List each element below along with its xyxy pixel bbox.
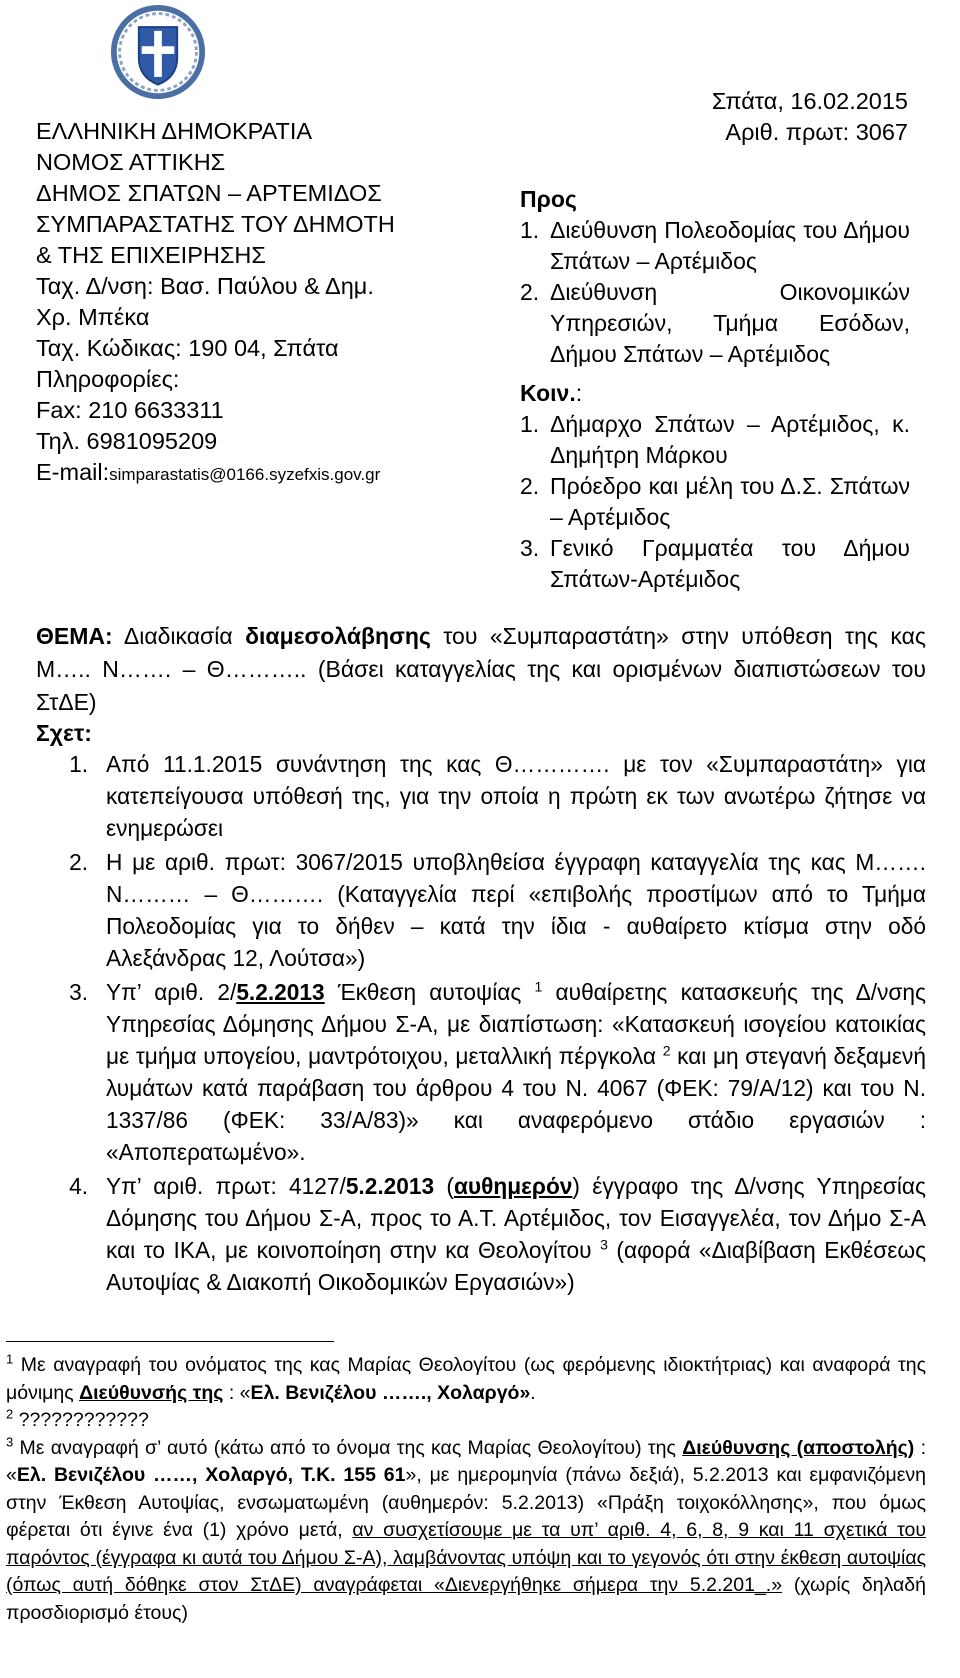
date-protocol-block (712, 86, 908, 148)
cc-colon: : (575, 380, 583, 406)
report-date: 5.2.2013 (236, 979, 325, 1005)
issuer-line: Fax: 210 6633311 (36, 397, 224, 423)
footnote-ref: 1 (534, 978, 543, 995)
subject-label: ΘΕΜΑ: (36, 623, 113, 649)
item-text: Δήμαρχο Σπάτων – Αρτέμιδος, κ. Δημήτρη Μάρκου (550, 411, 910, 468)
footnote-number: 1 (6, 1351, 14, 1367)
issuer-line: ΔΗΜΟΣ ΣΠΑΤΩΝ – ΑΡΤΕΜΙΔΟΣ (36, 180, 382, 206)
item-text: Η με αριθ. πρωτ: 3067/2015 υποβληθείσα έγγραφη καταγγελία της κας Μ……. Ν……… – Θ………. (Καταγγελία περί «επιβολής προστίμων από το Τμήμα Πολεοδομίας για το δήθεν – κατά την ίδια - αυθαίρετο κτίσμα στην οδό Αλεξάνδρας 12, Λούτσα») (106, 849, 926, 971)
list-item (520, 471, 910, 533)
footnote-number: 3 (6, 1434, 14, 1449)
footnote-divider (6, 1341, 334, 1342)
item-text: Γενικό Γραμματέα του Δήμου Σπάτων-Αρτέμιδος (550, 535, 910, 592)
item-text: Από 11.1.2015 συνάντηση της κας Θ…………. με τον «Συμπαραστάτη» για κατεπείγουσα υπόθεσή της, για την οποία η πρώτη εκ των ανωτέρω ζήτησε να ενημερώσει (106, 751, 926, 841)
issuer-line: Χρ. Μπέκα (36, 304, 150, 330)
references-list (36, 748, 926, 1300)
footnote-number: 2 (6, 1406, 14, 1422)
email-line (36, 457, 456, 490)
subject-text: του «Συμπαραστάτη» στην υπόθεση της κας Μ….. Ν……. – Θ……….. (Βάσει καταγγελίας της και ορισμένων διαπιστώσεων του ΣτΔΕ) (36, 623, 926, 715)
item-number: 2. (69, 849, 88, 875)
reference-item (36, 748, 926, 844)
list-item (520, 533, 910, 595)
footnotes (6, 1352, 926, 1627)
footnote: $^2$ ???????????? (6, 1406, 149, 1431)
issuer-line: ΝΟΜΟΣ ΑΤΤΙΚΗΣ (36, 149, 226, 175)
email-address: simparastatis@0166.syzefxis.gov.gr (109, 465, 381, 484)
footnote-ref: 2 (662, 1042, 671, 1059)
recipients-list (520, 215, 910, 370)
issuer-line: ΕΛΛΗΝΙΚΗ ΔΗΜΟΚΡΑΤΙΑ (36, 118, 313, 144)
reference-item (36, 846, 926, 974)
item-number: 1. (520, 217, 540, 243)
item-text: Διεύθυνση Οικονομικών Υπηρεσιών, Τμήμα Εσόδων, Δήμου Σπάτων – Αρτέμιδος (550, 279, 910, 367)
item-number: 1. (520, 411, 540, 437)
item-number: 4. (69, 1173, 88, 1199)
subject-text: Διαδικασία (112, 623, 246, 649)
cc-label: Κοιν. (520, 380, 576, 406)
item-number: 2. (520, 473, 540, 499)
recipients-title: Προς (520, 186, 577, 212)
item-number: 3. (520, 535, 540, 561)
document-date: Σπάτα, 16.02.2015 (711, 88, 908, 114)
item-text: Υπ’ αριθ. 2/5.2.2013 Έκθεση αυτοψίας $^1$ αυθαίρετης κατασκευής της Δ/νσης Υπηρεσίας Δόμησης Δήμου Σ-Α, με διαπίστωση: «Κατασκευή ισογείου κατοικίας με τμήμα υπογείου, μαντρότοιχου, μεταλλική πέργκολα $^2$ και μη στεγανή δεξαμενή λυμάτων κατά παράβαση του άρθρου 4 του Ν. 4067 (ΦΕΚ: 79/Α/12) και του Ν. 1337/86 (ΦΕΚ: 33/Α/83)» και αναφερόμενο στάδιο εργασιών : «Αποπερατωμένο». (106, 978, 927, 1165)
document-date: 5.2.2013 (345, 1173, 435, 1199)
footnote: $^1$ Με αναγραφή του ονόματος της κας Μαρίας Θεολογίτου (ως φερόμενης ιδιοκτήτριας) και αναφορά της μόνιμης Διεύθυνσής της : «Ελ. Βενιζέλου ……., Χολαργό». (6, 1351, 926, 1404)
address-label: Διεύθυνσής της (79, 1381, 224, 1404)
footnote: $^3$ Με αναγραφή σ’ αυτό (κάτω από το όνομα της κας Μαρίας Θεολογίτου) της Διεύθυνσης (αποστολής) : «Ελ. Βενιζέλου ……, Χολαργό, Τ.Κ. 155 61», με ημερομηνία (πάνω δεξιά), 5.2.2013 και εμφανιζόμενη στην Έκθεση Αυτοψίας, ενσωματωμένη (αυθημερόν: 5.2.2013) «Πράξη τοιχοκόλλησης», που όμως φέρεται ότι έγινε ένα (1) χρόνο μετά, αν συσχετίσουμε με τα υπ’ αριθ. 4, 6, 8, 9 και 11 σχετικά του παρόντος (έγγραφα κι αυτά του Δήμου Σ-Α), λαμβάνοντας υπόψη και το γεγονός ότι στην έκθεση αυτοψίας (όπως αυτή δόθηκε στον ΣτΔΕ) αναγράφεται «Διενεργήθηκε σήμερα την 5.2.201_.» (χωρίς δηλαδή προσδιορισμό έτους) (6, 1434, 927, 1624)
item-text: Πρόεδρο και μέλη του Δ.Σ. Σπάτων – Αρτέμιδος (550, 473, 910, 530)
subject-bold-term: διαμεσολάβησης (245, 623, 431, 649)
cc-title (520, 378, 910, 409)
item-number: 3. (69, 979, 88, 1005)
greek-coat-of-arms-icon (110, 4, 206, 100)
item-text: Διεύθυνση Πολεοδομίας του Δήμου Σπάτων – Αρτέμιδος (550, 217, 910, 274)
issuer-line: & ΤΗΣ ΕΠΙΧΕΙΡΗΣΗΣ (36, 242, 266, 268)
protocol-number: Αριθ. πρωτ: 3067 (725, 119, 908, 145)
references-title: Σχετ: (36, 720, 92, 746)
underlined-remark: αν συσχετίσουμε με τα υπ’ αριθ. 4, 6, 8, 9 και 11 σχετικά του παρόντος (έγγραφα κι αυτά του Δήμου Σ-Α), λαμβάνοντας υπόψη και το γεγονός ότι στην έκθεση αυτοψίας (όπως αυτή δόθηκε στον ΣτΔΕ) αναγράφεται «Διενεργήθηκε σήμερα την 5.2.201_.» (6, 1519, 927, 1596)
issuer-line: ΣΥΜΠΑΡΑΣΤΑΤΗΣ ΤΟΥ ΔΗΜΟΤΗ (36, 211, 395, 237)
street-address: Ελ. Βενιζέλου ……., Χολαργό» (250, 1381, 531, 1404)
email-label: E-mail: (36, 459, 110, 485)
list-item (520, 215, 910, 277)
subject-paragraph (36, 620, 926, 719)
same-day-term: αυθημερόν (453, 1173, 573, 1199)
list-item (520, 409, 910, 471)
reference-item (36, 1170, 926, 1298)
issuer-block (36, 116, 456, 490)
issuer-line: Ταχ. Δ/νση: Βασ. Παύλου & Δημ. (36, 273, 374, 299)
footnote-ref: 3 (600, 1236, 608, 1253)
item-text: Υπ’ αριθ. πρωτ: 4127/5.2.2013 (αυθημερόν) έγγραφο της Δ/νσης Υπηρεσίας Δόμησης του Δήμου Σ-Α, προς το Α.Τ. Αρτέμιδος, τον Εισαγγελέα, τον Δήμο Σ-Α και το ΙΚΑ, με κοινοποίηση στην κα Θεολογίτου $^3$ (αφορά «Διαβίβαση Εκθέσεως Αυτοψίας & Διακοπή Οικοδομικών Εργασιών») (106, 1173, 927, 1295)
address-label: Διεύθυνσης (αποστολής) (682, 1436, 915, 1459)
list-item (520, 277, 910, 370)
issuer-line: Πληροφορίες: (36, 366, 180, 392)
cc-list (520, 409, 910, 595)
issuer-line: Ταχ. Κώδικας: 190 04, Σπάτα (36, 335, 339, 361)
item-number: 2. (520, 279, 540, 305)
reference-item (36, 976, 926, 1168)
recipients-block (520, 183, 910, 595)
street-address: Ελ. Βενιζέλου ……, Χολαργό, Τ.Κ. 155 61 (16, 1464, 406, 1486)
issuer-line: Τηλ. 6981095209 (36, 428, 218, 454)
item-number: 1. (69, 751, 88, 777)
